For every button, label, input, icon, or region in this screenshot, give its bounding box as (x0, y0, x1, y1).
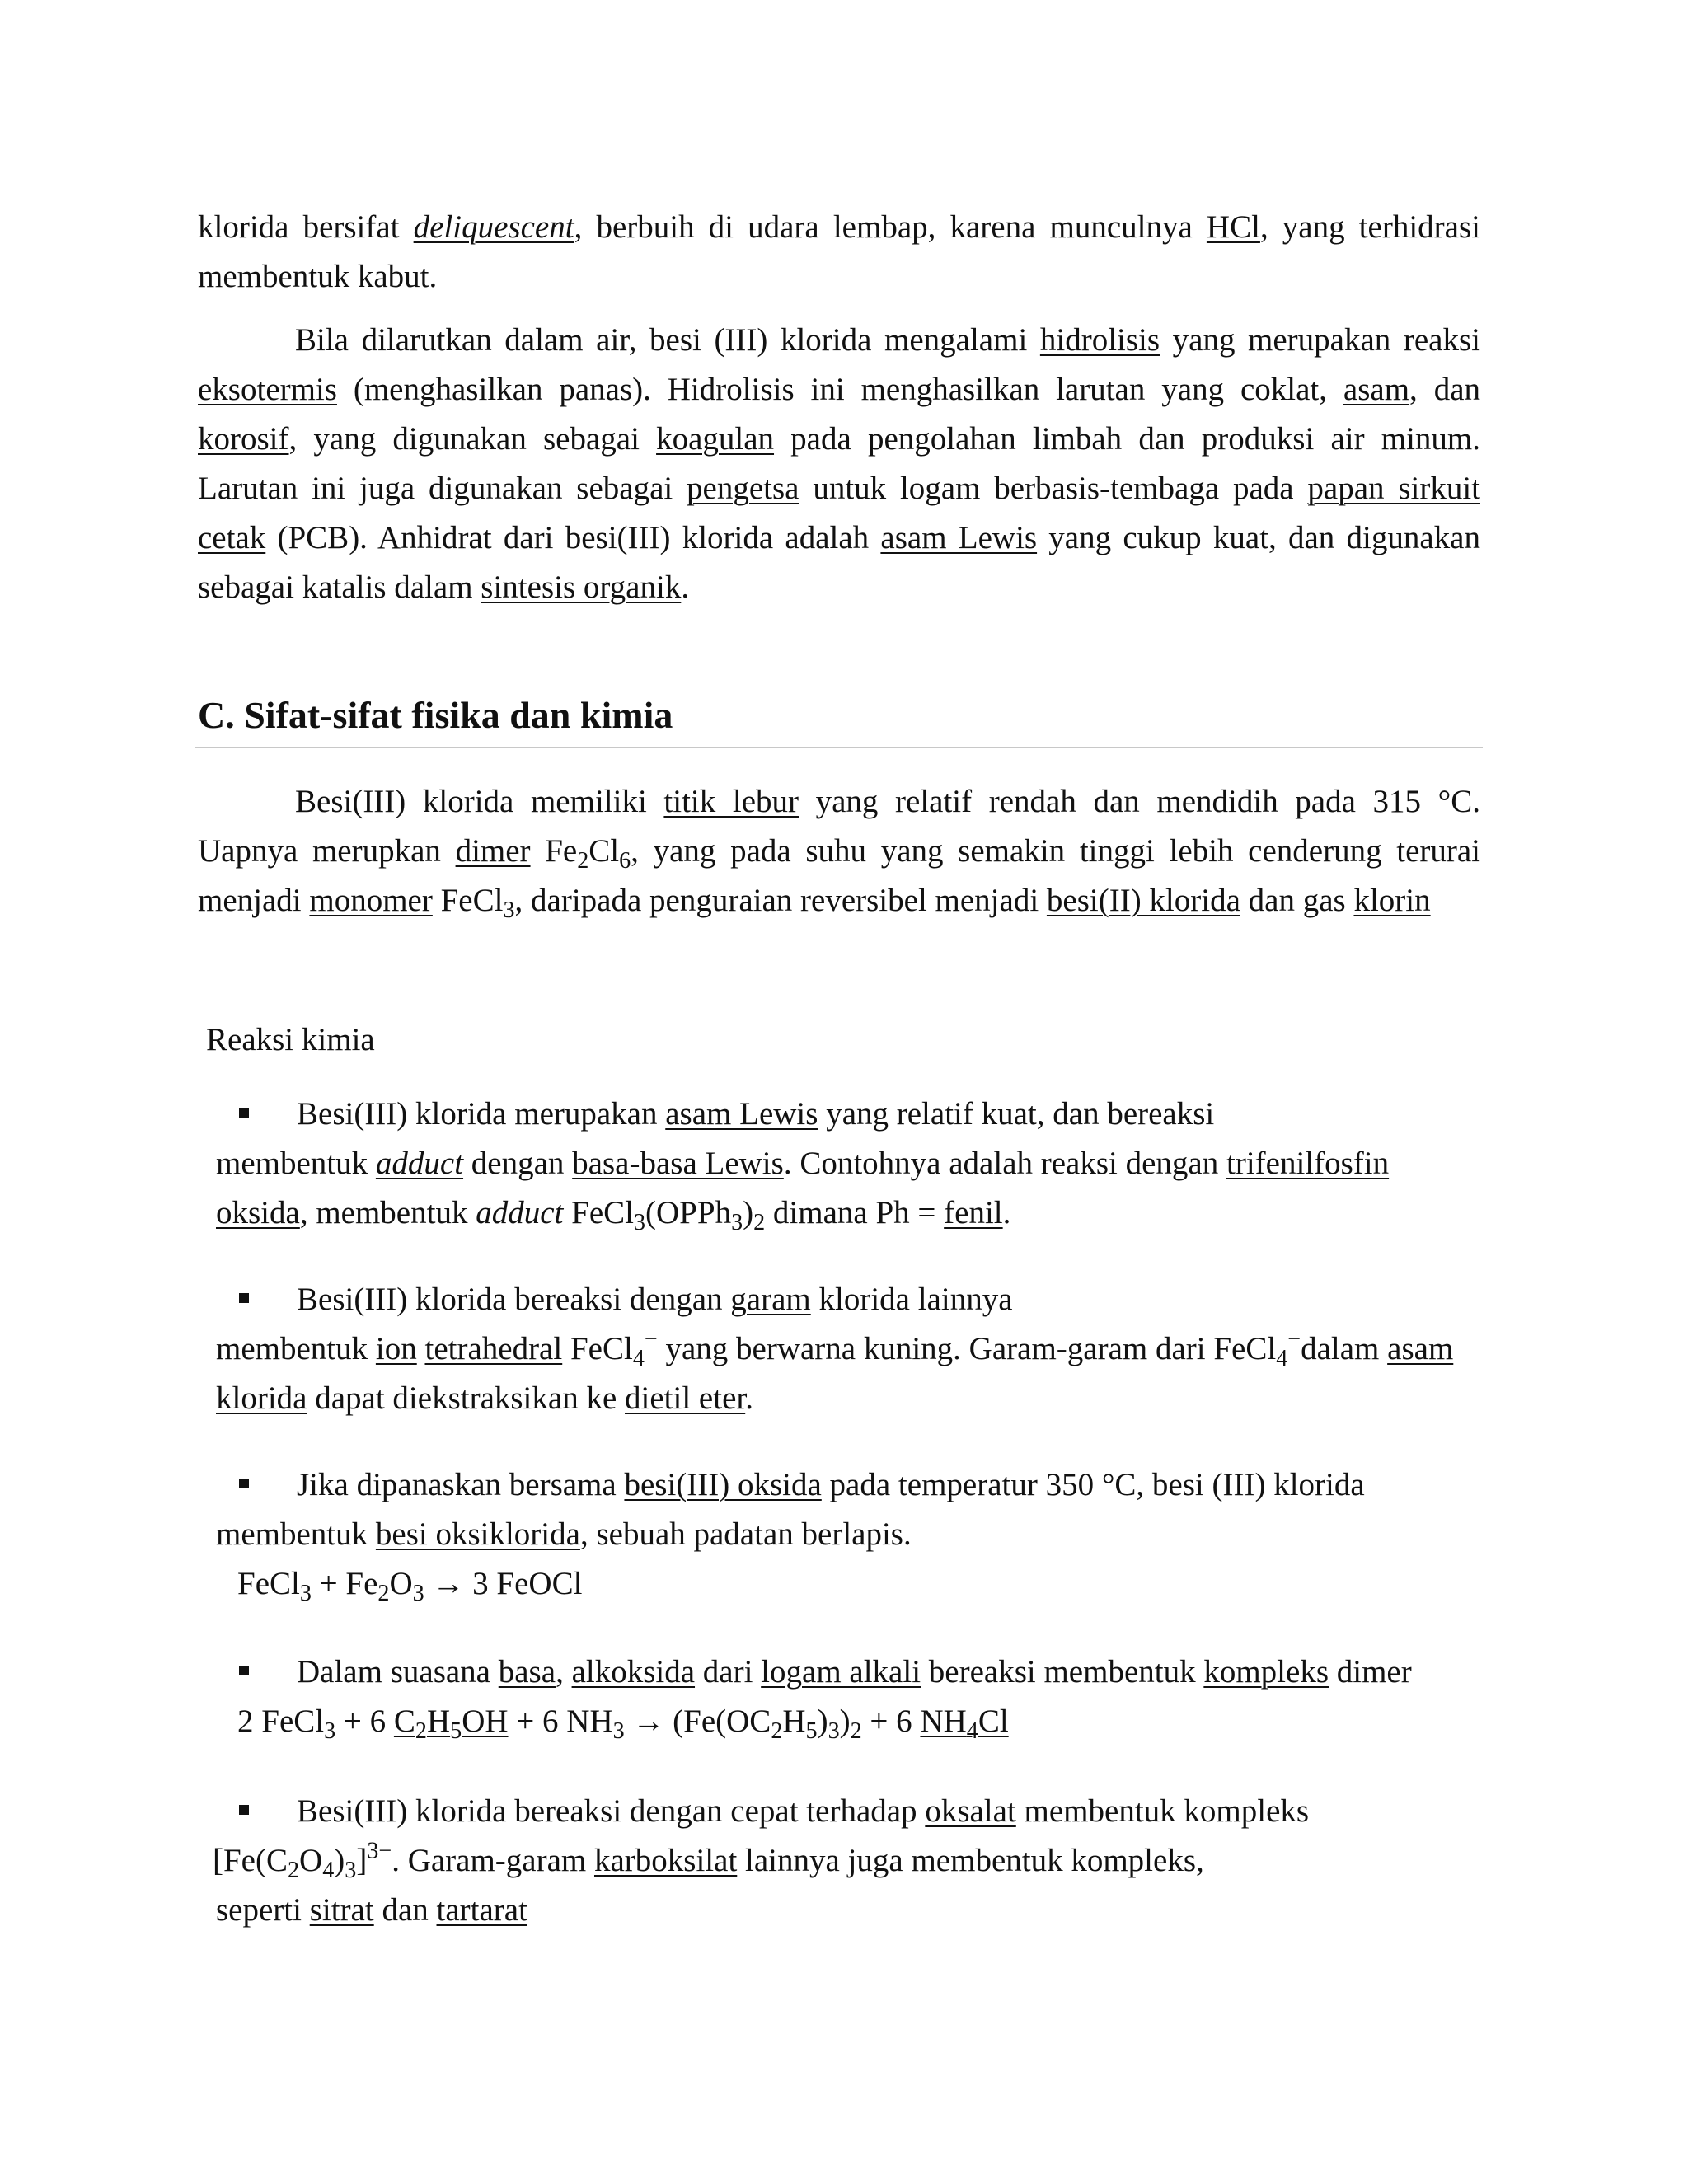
link-dietil-eter[interactable]: dietil eter (625, 1380, 746, 1416)
link-kompleks[interactable]: kompleks (1203, 1654, 1329, 1690)
reaction-item-5: Besi(III) klorida bereaksi dengan cepat terhadap oksalat membentuk kompleks $[Fe(C_2O_4)_3]^{3-}$. Garam-garam karboksilat lainnya juga membentuk kompleks, seperti sitrat dan tartarat (213, 1793, 1310, 1928)
bullet-icon (239, 1108, 249, 1118)
link-garam[interactable]: garam (730, 1282, 811, 1317)
link-sintesis-organik[interactable]: sintesis organik (481, 569, 682, 605)
link-besi-oksiklorida[interactable]: besi oksiklorida (375, 1516, 580, 1552)
link-papan-sirkuit-cetak[interactable]: papan sirkuit cetak (198, 471, 1480, 555)
link-monomer[interactable]: monomer (309, 883, 433, 918)
link-amonium-klorida[interactable]: $NH_4Cl$ (920, 1704, 1009, 1744)
link-fenil[interactable]: fenil (944, 1195, 1003, 1230)
equation-feocl: FeCl$_3$ + $Fe_2O_3 \to 3$ FeOCl (237, 1566, 583, 1606)
intro-paragraph-2: Bila dilarutkan dalam air, besi (III) klorida mengalami hidrolisis yang merupakan reaksi eksotermis (menghasilkan panas). Hidrolisis ini menghasilkan larutan yang coklat, asam, dan korosif, yang digunakan sebagai koagulan pada pengolahan limbah dan produksi air minum. Larutan ini juga digunakan sebagai pengetsa untuk logam berbasis-tembaga pada papan sirkuit cetak (PCB). Anhidrat dari besi(III) klorida adalah asam Lewis yang cukup kuat, dan digunakan sebagai katalis dalam sintesis organik. (198, 322, 1480, 605)
link-korosif[interactable]: korosif (198, 421, 289, 457)
link-tartarat[interactable]: tartarat (436, 1892, 528, 1928)
link-asam-klorida[interactable]: asam klorida (216, 1331, 1454, 1416)
link-deliquescent[interactable]: deliquescent (413, 209, 574, 245)
link-pengetsa[interactable]: pengetsa (687, 471, 799, 506)
link-asam-lewis[interactable]: asam Lewis (880, 520, 1038, 555)
link-karboksilat[interactable]: karboksilat (593, 1843, 738, 1878)
link-basa[interactable]: basa (498, 1654, 556, 1690)
link-titik-lebur[interactable]: titik lebur (663, 784, 799, 819)
link-sitrat[interactable]: sitrat (309, 1892, 374, 1928)
link-besi-ii-klorida[interactable]: besi(II) klorida (1046, 883, 1240, 918)
link-etanol[interactable]: $C_2H_5OH$ (393, 1704, 509, 1744)
bullet-icon (239, 1479, 249, 1488)
reaction-item-4: Dalam suasana basa, alkoksida dari logam alkali bereaksi membentuk kompleks dimer 2 FeCl$_3$ + 6 $C_2H_5OH + 6$ $NH_3 \to (Fe(OC_2H_5)_3)_2 + 6$ $NH_4Cl$ (216, 1647, 1485, 1746)
bullet-icon (239, 1293, 249, 1303)
link-koagulan[interactable]: koagulan (656, 421, 775, 457)
link-besi-iii-oksida[interactable]: besi(III) oksida (624, 1467, 822, 1502)
bullet-icon (239, 1805, 249, 1815)
link-logam-alkali[interactable]: logam alkali (761, 1654, 921, 1690)
link-hcl[interactable]: HCl (1206, 209, 1260, 245)
section-c-paragraph: Besi(III) klorida memiliki titik lebur yang relatif rendah dan mendidih pada 315 °C. Uapnya merupkan dimer $Fe_2Cl_6$, yang pada suhu yang semakin tinggi lebih cenderung terurai menjadi monomer FeCl$_3$, daripada penguraian reversibel menjadi besi(II) klorida dan gas klorin (198, 784, 1481, 923)
link-alkoksida[interactable]: alkoksida (571, 1654, 696, 1690)
link-klorin[interactable]: klorin (1353, 883, 1431, 918)
link-tetrahedral[interactable]: tetrahedral (424, 1331, 563, 1366)
link-eksotermis[interactable]: eksotermis (198, 372, 337, 407)
link-oksalat[interactable]: oksalat (925, 1793, 1016, 1829)
link-basa-lewis[interactable]: basa-basa Lewis (572, 1146, 784, 1181)
link-hidrolisis[interactable]: hidrolisis (1039, 322, 1160, 358)
link-asam[interactable]: asam (1343, 372, 1410, 407)
link-asam-lewis-2[interactable]: asam Lewis (665, 1096, 818, 1132)
link-ion[interactable]: ion (375, 1331, 417, 1366)
link-dimer[interactable]: dimer (455, 833, 531, 869)
intro-paragraph-1: klorida bersifat deliquescent, berbuih di udara lembap, karena munculnya HCl, yang terhidrasi membentuk kabut. (198, 209, 1480, 294)
link-trifenilfosfin-oksida[interactable]: trifenilfosfin oksida (216, 1146, 1390, 1230)
reaksi-kimia-label: Reaksi kimia (206, 1022, 375, 1057)
heading-divider (195, 747, 1483, 748)
section-heading: C. Sifat-sifat fisika dan kimia (198, 694, 673, 736)
reaction-item-2: Besi(III) klorida bereaksi dengan garam klorida lainnya membentuk ion tetrahedral FeCl$_4$− yang berwarna kuning. Garam-garam dari FeCl$_4$−dalam asam klorida dapat diekstraksikan ke dietil eter. (216, 1282, 1454, 1416)
equation-alkoksida: 2 FeCl$_3$ + 6 $C_2H_5OH + 6$ $NH_3 \to (Fe(OC_2H_5)_3)_2 + 6$ $NH_4Cl$ (237, 1704, 1009, 1744)
reaction-item-1: Besi(III) klorida merupakan asam Lewis yang relatif kuat, dan bereaksi membentuk adduct dengan basa-basa Lewis. Contohnya adalah reaksi dengan trifenilfosfin oksida, membentuk adduct $FeCl_3(OPPh_3)_2$ dimana Ph = fenil. (216, 1096, 1390, 1235)
reaction-item-3: Jika dipanaskan bersama besi(III) oksida pada temperatur 350 °C, besi (III) klorida membentuk besi oksiklorida, sebuah padatan berlapis. FeCl$_3$ + $Fe_2O_3 \to 3$ FeOCl (216, 1460, 1485, 1609)
link-adduct[interactable]: adduct (375, 1146, 464, 1181)
bullet-icon (239, 1666, 249, 1675)
